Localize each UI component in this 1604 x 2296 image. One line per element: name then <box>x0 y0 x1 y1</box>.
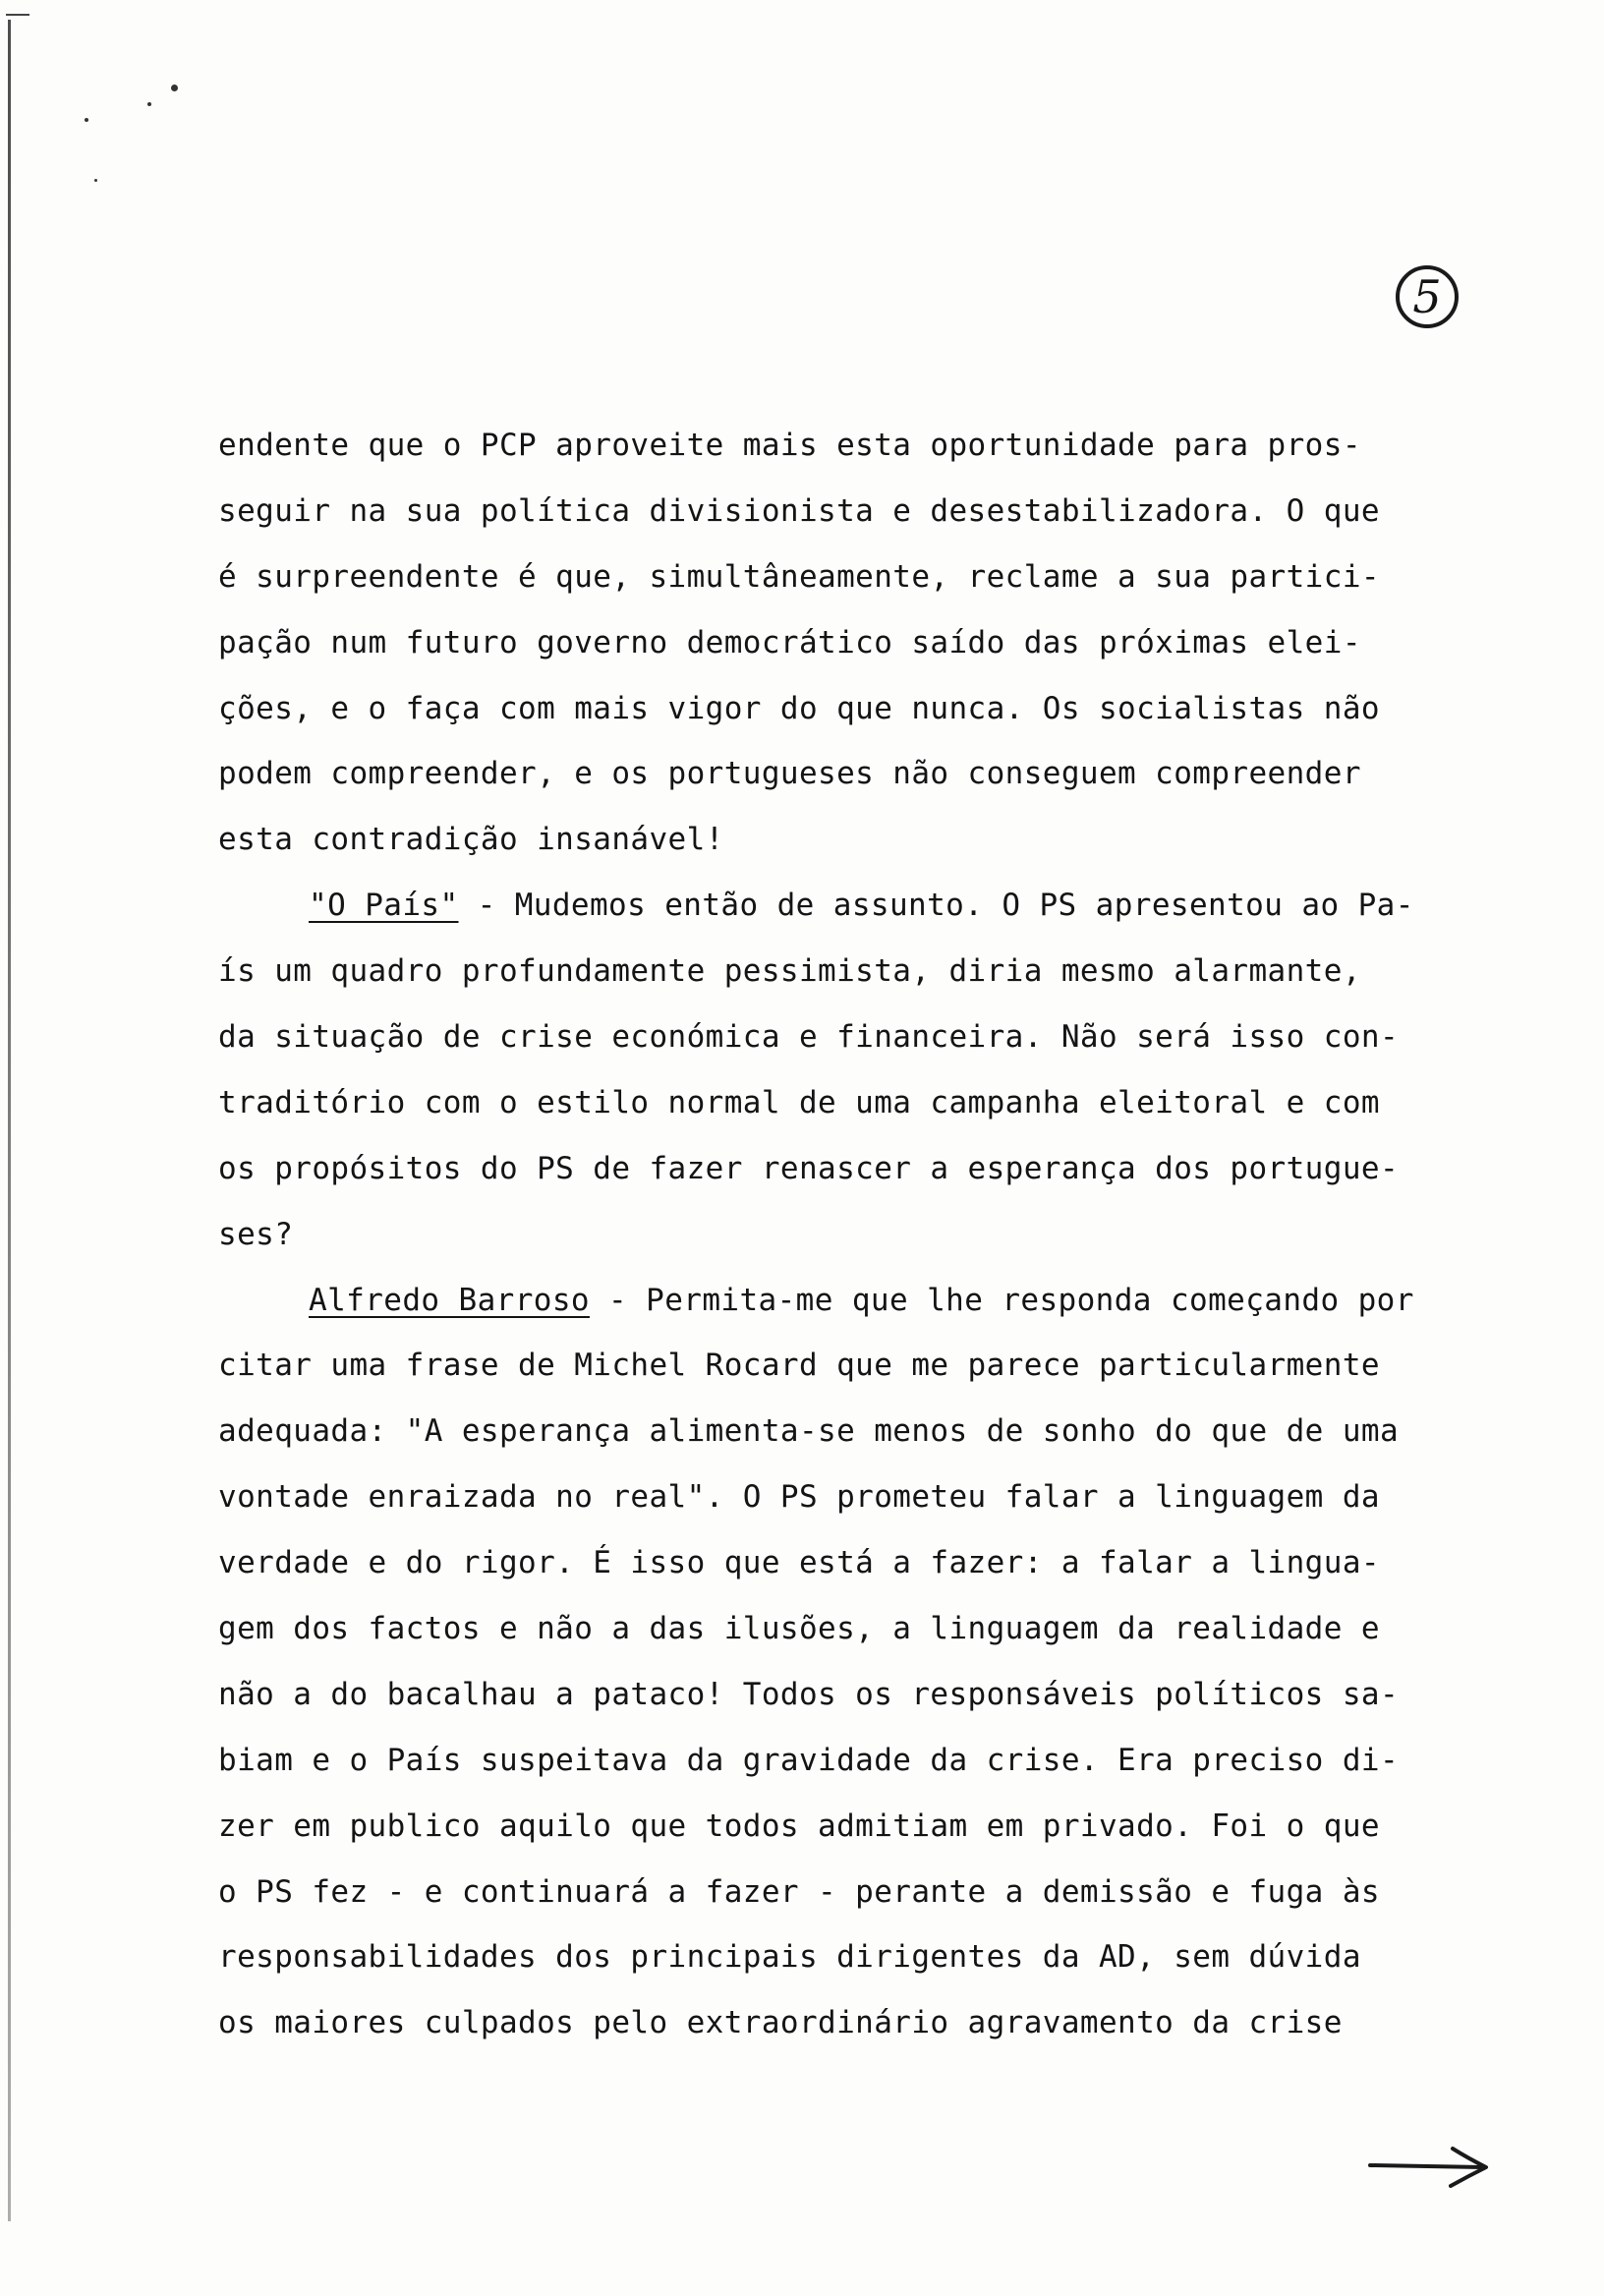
text-line: gem dos factos e não a das ilusões, a linguagem da realidade e <box>218 1611 1380 1647</box>
left-margin-rule <box>8 20 11 2221</box>
continuation-arrow-icon <box>1366 2141 1494 2190</box>
speck <box>171 85 178 91</box>
text-line: não a do bacalhau a pataco! Todos os responsáveis políticos sa- <box>218 1676 1400 1712</box>
text-fragment: - Permita-me que lhe responda começando por <box>589 1282 1414 1318</box>
text-line: os maiores culpados pelo extraordinário agravamento da crise <box>218 2005 1343 2041</box>
text-line: pação num futuro governo democrático saído das próximas elei- <box>218 624 1361 660</box>
speaker-label-newspaper: "O País" <box>309 888 459 924</box>
text-line: biam e o País suspeitava da gravidade da crise. Era preciso di- <box>218 1742 1400 1778</box>
text-line: ís um quadro profundamente pessimista, diria mesmo alarmante, <box>218 953 1361 990</box>
text-line: citar uma frase de Michel Rocard que me parece particularmente <box>218 1348 1380 1384</box>
text-line: verdade e do rigor. É isso que está a fazer: a falar a lingua- <box>218 1545 1380 1581</box>
text-fragment: - Mudemos então de assunto. O PS apresentou ao Pa- <box>458 888 1414 924</box>
text-line: o PS fez - e continuará a fazer - perante a demissão e fuga às <box>218 1873 1380 1910</box>
question-line <box>218 873 1506 939</box>
text-line: os propósitos do PS de fazer renascer a esperança dos portugue- <box>218 1150 1400 1186</box>
text-line: podem compreender, e os portugueses não conseguem compreender <box>218 756 1361 792</box>
text-line: da situação de crise económica e financeira. Não será isso con- <box>218 1019 1400 1056</box>
text-line: endente que o PCP aproveite mais esta oportunidade para pros- <box>218 428 1361 463</box>
text-line: traditório com o estilo normal de uma campanha eleitoral e com <box>218 1084 1380 1120</box>
text-line: ções, e o faça com mais vigor do que nunca. Os socialistas não <box>218 690 1380 726</box>
answer-line <box>218 1268 1506 1334</box>
speck <box>94 179 97 182</box>
text-line: vontade enraizada no real". O PS prometeu falar a linguagem da <box>218 1479 1380 1516</box>
text-line: responsabilidades dos principais dirigentes da AD, sem dúvida <box>218 1939 1361 1976</box>
speck <box>147 102 151 106</box>
text-line: ses? <box>218 1216 294 1252</box>
text-line: é surpreendente é que, simultâneamente, reclame a sua partici- <box>218 558 1380 595</box>
page-number: 5 <box>1396 265 1459 328</box>
text-line: zer em publico aquilo que todos admitiam em privado. Foi o que <box>218 1808 1380 1844</box>
text-line: adequada: "A esperança alimenta-se menos de sonho do que de uma <box>218 1413 1400 1450</box>
corner-mark <box>6 14 29 16</box>
body-text <box>218 413 1506 2056</box>
text-line: esta contradição insanável! <box>218 822 724 858</box>
speaker-label-alfredo-barroso: Alfredo Barroso <box>309 1282 590 1318</box>
speck <box>85 118 88 122</box>
text-line: seguir na sua política divisionista e desestabilizadora. O que <box>218 492 1380 529</box>
